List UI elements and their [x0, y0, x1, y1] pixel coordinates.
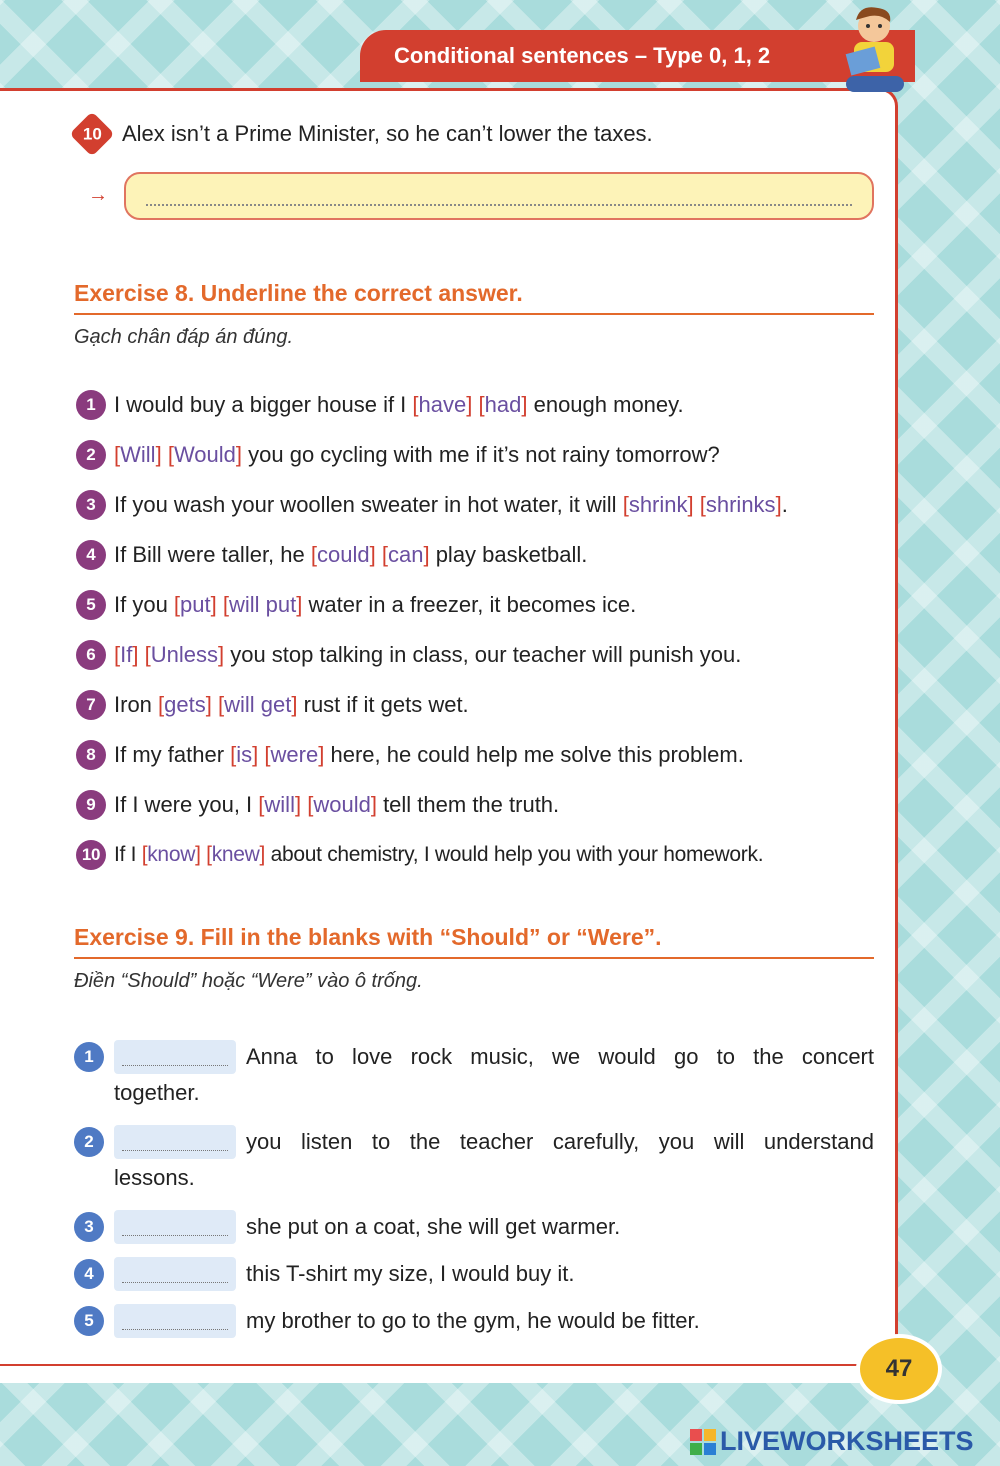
option-a[interactable]: gets — [164, 692, 206, 717]
option-a[interactable]: put — [180, 592, 211, 617]
sentence-end: rust if it gets wet. — [297, 692, 469, 717]
item-number-badge: 5 — [74, 1306, 104, 1336]
option-a[interactable]: shrink — [628, 492, 688, 517]
item-number-badge: 3 — [76, 490, 106, 520]
item-number-badge: 2 — [76, 440, 106, 470]
exercise9-item — [74, 1040, 874, 1106]
sentence-end: enough money. — [527, 392, 684, 417]
item-number-badge: 9 — [76, 790, 106, 820]
option-a[interactable]: is — [236, 742, 253, 767]
fill-blank-input[interactable] — [114, 1210, 236, 1244]
exercise8-item: 5 If you [ put ] [ will put ] water in a freezer, it becomes ice. — [76, 590, 636, 620]
sentence-start: If my father — [114, 742, 231, 767]
exercise9-item — [74, 1125, 874, 1191]
fill-blank-input[interactable] — [114, 1125, 236, 1159]
option-a[interactable]: will — [264, 792, 295, 817]
exercise8-item: 3 If you wash your woollen sweater in hot water, it will [ shrink ] [ shrinks ] . — [76, 490, 788, 520]
sentence-end: play basketball. — [429, 542, 588, 567]
brand-logo: LIVEWORKSHEETS — [690, 1426, 974, 1457]
item-number-badge: 4 — [74, 1259, 104, 1289]
sentence-continuation: lessons. — [114, 1165, 195, 1190]
item-number-badge: 2 — [74, 1127, 104, 1157]
exercise8-item: 1 I would buy a bigger house if I [ have ] [ had ] enough money. — [76, 390, 684, 420]
sentence-start: If Bill were taller, he — [114, 542, 311, 567]
exercise9-title: Exercise 9. Fill in the blanks with “Should” or “Were”. — [74, 924, 874, 959]
option-a[interactable]: If — [120, 642, 133, 667]
sentence-text: you listen to the teacher carefully, you will understand — [246, 1129, 874, 1154]
exercise8-item: 10 If I [ know ] [ knew ] about chemistry, I would help you with your homework. — [76, 840, 763, 870]
item-number-badge: 7 — [76, 690, 106, 720]
option-b[interactable]: can — [387, 542, 424, 567]
option-a[interactable]: have — [418, 392, 467, 417]
brand-logo-icon — [690, 1429, 716, 1455]
sentence-start: I would buy a bigger house if I — [114, 392, 413, 417]
footer-divider — [0, 1364, 860, 1366]
exercise8-item: 6 [ If ] [ Unless ] you stop talking in class, our teacher will punish you. — [76, 640, 741, 670]
arrow-icon: → — [88, 184, 108, 206]
sentence-start: Iron — [114, 692, 159, 717]
exercise9-item — [74, 1304, 874, 1338]
exercise8-item: 9 If I were you, I [ will ] [ would ] tell them the truth. — [76, 790, 559, 820]
sentence-start: If you — [114, 592, 174, 617]
sentence-text: Anna to love rock music, we would go to the concert — [246, 1044, 874, 1069]
item-sentence: Alex isn’t a Prime Minister, so he can’t lower the taxes. — [122, 121, 653, 146]
exercise8-title: Exercise 8. Underline the correct answer. — [74, 280, 874, 315]
option-a[interactable]: know — [147, 843, 196, 866]
fill-blank-input[interactable] — [114, 1304, 236, 1338]
sentence-end: you stop talking in class, our teacher will punish you. — [224, 642, 742, 667]
exercise9-item — [74, 1257, 874, 1291]
option-a[interactable]: could — [317, 542, 370, 567]
item-number-badge: 10 — [76, 840, 106, 870]
sentence-text: this T-shirt my size, I would buy it. — [246, 1261, 575, 1286]
item-number-badge: 4 — [76, 540, 106, 570]
exercise9-item — [74, 1210, 874, 1244]
exercise7-item-10 — [76, 118, 653, 150]
item-number-badge: 5 — [76, 590, 106, 620]
sentence-start: If you wash your woollen sweater in hot water, it will — [114, 492, 623, 517]
chapter-title: Conditional sentences – Type 0, 1, 2 — [394, 43, 771, 68]
item-number-badge: 1 — [74, 1042, 104, 1072]
option-b[interactable]: Would — [173, 442, 236, 467]
sentence-start: If I were you, I — [114, 792, 259, 817]
exercise8-subtitle: Gạch chân đáp án đúng. — [74, 326, 294, 348]
item-number-badge: 3 — [74, 1212, 104, 1242]
option-b[interactable]: shrinks — [705, 492, 776, 517]
option-b[interactable]: were — [270, 742, 319, 767]
sentence-end: here, he could help me solve this problem. — [324, 742, 744, 767]
sentence-end: . — [781, 492, 788, 517]
item-number-badge: 8 — [76, 740, 106, 770]
sentence-end: water in a freezer, it becomes ice. — [302, 592, 637, 617]
option-b[interactable]: Unless — [150, 642, 218, 667]
sentence-end: tell them the truth. — [376, 792, 560, 817]
option-b[interactable]: will get — [224, 692, 292, 717]
item-number-badge: 6 — [76, 640, 106, 670]
sentence-start: If I — [114, 843, 142, 866]
exercise9-subtitle: Điền “Should” hoặc “Were” vào ô trống. — [74, 970, 423, 992]
page-number: 47 — [856, 1334, 942, 1404]
sentence-text: she put on a coat, she will get warmer. — [246, 1214, 621, 1239]
exercise8-item: 2 [ Will ] [ Would ] you go cycling with me if it’s not rainy tomorrow? — [76, 440, 720, 470]
option-b[interactable]: would — [313, 792, 371, 817]
option-b[interactable]: knew — [211, 843, 260, 866]
option-b[interactable]: will put — [229, 592, 297, 617]
exercise8-item: 4 If Bill were taller, he [ could ] [ can ] play basketball. — [76, 540, 587, 570]
sentence-continuation: together. — [114, 1080, 200, 1105]
sentence-text: my brother to go to the gym, he would be fitter. — [246, 1308, 700, 1333]
fill-blank-input[interactable] — [114, 1040, 236, 1074]
item-number-badge: 1 — [76, 390, 106, 420]
sentence-end: about chemistry, I would help you with your homework. — [265, 843, 764, 866]
item-number-badge: 10 — [69, 111, 114, 156]
exercise8-item: 8 If my father [ is ] [ were ] here, he could help me solve this problem. — [76, 740, 744, 770]
option-b[interactable]: had — [484, 392, 522, 417]
sentence-end: you go cycling with me if it’s not rainy tomorrow? — [242, 442, 720, 467]
fill-blank-input[interactable] — [114, 1257, 236, 1291]
option-a[interactable]: Will — [120, 442, 156, 467]
reading-boy-illustration — [830, 2, 918, 102]
answer-input-box[interactable] — [124, 172, 874, 220]
exercise8-item: 7 Iron [ gets ] [ will get ] rust if it gets wet. — [76, 690, 469, 720]
